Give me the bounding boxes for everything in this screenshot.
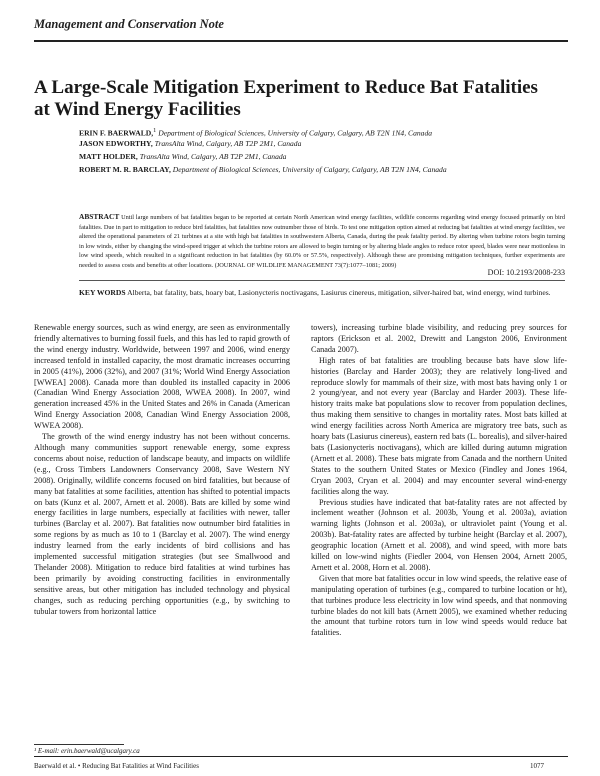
body-paragraph: Renewable energy sources, such as wind energy, are seen as environmentally friendly alternatives to burning fossil fuels, and this has led to rapid growth of the wind energy industry. Worldwide, between 1997 and 2006, wind energy increased tenfold in installed capacity, the most dramatic increases occurring in 2005 (41%), 2006 (32%), and 2007 (31%; World Wind Energy Association [WWEA] 2008). Canada more than doubled its installed capacity in 2006 (Canadian Wind Energy Association 2008, WWEA 2008). In 2007, wind generation increased 45% in the United States and 26% in Canada (American Wind Energy Association 2008, Canadian Wind Energy Association 2008, WWEA 2008). (34, 323, 290, 431)
keywords-heading: KEY WORDS (79, 288, 126, 297)
article-title: A Large-Scale Mitigation Experiment to Reduce Bat Fatalities at Wind Energy Facilities (34, 77, 538, 120)
footnote: ¹ E-mail: erin.baerwald@ucalgary.ca (34, 747, 140, 755)
author-name: ROBERT M. R. BARCLAY, (79, 165, 171, 174)
footer-rule (34, 756, 568, 757)
abstract-rule (79, 280, 565, 281)
author-sup: 1 (153, 127, 157, 134)
abstract (79, 212, 565, 271)
body-paragraph: The growth of the wind energy industry has not been without concerns. Although many communities support renewable energy, some express concerns about noise, reduction of landscape beauty, and impacts on wildlife (e.g., Cross Timbers Landowners Conservancy 2008, Save Western NY 2008). Originally, wildlife concerns focused on bird fatalities, but because of many bat fatalities at some facilities, attention has shifted to potential impacts on bats (Kunz et al. 2007, Arnett et al. 2008). Bats are killed by some wind energy facilities in large numbers, especially at facilities with newer, taller turbines (Barclay et al. 2007). Bat fatalities now outnumber bird fatalities in some regions by as much as 10 to 1 (Barclay et al. 2007). The wind energy industry learned from the early incidents of bird collisions and has implemented successful mitigation strategies (but see Smallwood and Thelander 2008). Mitigation to reduce bird fatalities at wind turbines has been primarily by avoiding constructing facilities in environmentally sensitive areas, but other mitigation has included technology and physical changes, such as reducing perching opportunities (e.g., by switching to tubular towers from horizontal lattice (34, 432, 290, 616)
keywords (79, 288, 565, 298)
body-paragraph: Given that more bat fatalities occur in low wind speeds, the relative ease of manipulating operation of turbines (e.g., compared to turbine location or ht), that turbines produce less electricity in low wind speeds, and that nonmoving turbine blades do not kill bats (Arnett 2005), we examined whether reducing the amount that turbine rotors turn in low wind speeds would reduce bat fatalities. (311, 573, 567, 638)
author-affiliation: Department of Biological Sciences, University of Calgary, Calgary, AB T2N 1N4, Canada (172, 165, 447, 174)
page-number: 1077 (530, 762, 544, 770)
author-line (79, 152, 559, 161)
header-rule (34, 40, 568, 42)
author-affiliation: Department of Biological Sciences, University of Calgary, Calgary, AB T2N 1N4, Canada (158, 128, 433, 138)
author-affiliation: TransAlta Wind, Calgary, AB T2P 2M1, Canada (139, 152, 287, 161)
author-name: JASON EDWORTHY, (79, 139, 153, 148)
body-paragraph: Previous studies have indicated that bat-fatality rates are not affected by inclement weather (Johnson et al. 2003b, Young et al. 2003a), aviation warning lights (Johnson et al. 2003a), or ultraviolet paint (Young et al. 2003b). Bat-fatality rates are affected by turbine height (Barclay et al. 2007), geographic location (Arnett et al. 2008), and wind speed, with more bats killed on low-wind nights (Fiedler 2004, von Hensen 2004, Arnett 2005, Arnett et al. 2008, Horn et al. 2008). (311, 497, 567, 572)
body-column-left (34, 323, 290, 617)
author-line (79, 126, 559, 138)
keywords-text: Alberta, bat fatality, bats, hoary bat, Lasionycteris noctivagans, Lasiurus cinereus, mitigation, silver-haired bat, wind energy, wind turbines. (127, 288, 551, 297)
doi: DOI: 10.2193/2008-233 (487, 268, 565, 277)
author-affiliation: TransAlta Wind, Calgary, AB T2P 2M1, Canada (154, 139, 302, 148)
author-line (79, 139, 559, 148)
body-column-right (311, 323, 567, 639)
author-line (79, 165, 559, 174)
running-footer: Baerwald et al. • Reducing Bat Fatalities at Wind Facilities (34, 762, 199, 770)
body-paragraph: towers), increasing turbine blade visibility, and reducing prey sources for raptors (Erickson et al. 2002, Drewitt and Langston 2006, Environment Canada 2007). (311, 323, 567, 354)
footnote-rule (34, 744, 124, 745)
body-paragraph: High rates of bat fatalities are troubling because bats have slow life-histories (Barclay and Harder 2003); they are relatively long-lived and reproduce slowly for mammals of their size, with most bats having only 1 or 2 young/year, and not every year (Barclay and Harder 2003). These life-history traits make bat populations slow to recover from population declines, thus making them sensitive to changes in mortality rates. Most bats killed at wind energy facilities across North America are migratory tree bats, such as hoary bats (Lasiurus cinereus), eastern red bats (L. borealis), and silver-haired bats (Lasionycteris noctivagans), which are killed during autumn migration (Arnett et al. 2008). These bats migrate from Canada and the northern United States to the southern United States or Mexico (Findley and Jones 1964, Cryan 2003, Cryan et al. 2004) and may encounter several wind-energy facilities along the way. (311, 355, 567, 496)
abstract-text: Until large numbers of bat fatalities began to be reported at certain North American wind energy facilities, wildlife concerns regarding wind energy focused primarily on bird fatalities. Due in part to mitigation to reduce bird fatalities, bat fatalities now outnumber those of birds. To test one mitigation option aimed at reducing bat fatalities at wind energy facilities, we altered the operational parameters of 21 turbines at a site with high bat fatalities in southwestern Alberta, Canada, during the peak fatality period. By altering when turbine rotors begin turning in low winds, either by changing the wind-speed trigger at which the turbine rotors are allowed to begin turning or by altering blade angles to reduce rotor speed, blades were near motionless in low wind speeds, which resulted in a significant reduction in bat fatalities (by 60.0% or 57.5%, respectively). Although these are promising mitigation techniques, further experiments are needed to assess costs and benefits at other locations. (JOURNAL OF WILDLIFE MANAGEMENT 73(7):1077–1081; 2009) (79, 214, 565, 269)
author-name: MATT HOLDER, (79, 152, 138, 161)
section-label: Management and Conservation Note (34, 17, 224, 31)
author-name: ERIN F. BAERWALD, (79, 128, 154, 138)
abstract-heading: ABSTRACT (79, 212, 120, 221)
